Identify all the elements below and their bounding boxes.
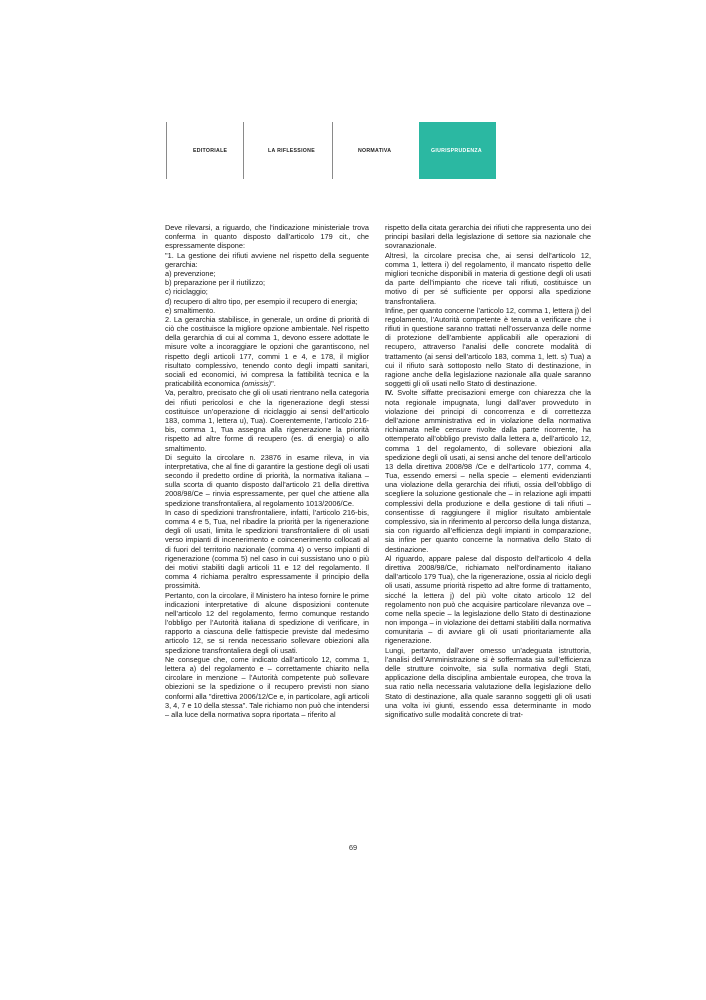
tab-editoriale[interactable]: EDITORIALE xyxy=(166,122,243,179)
paragraph: Al riguardo, appare palese dal disposto dell’articolo 4 della direttiva 2008/98/Ce, richiamato nell’ordinamento italiano dall’articolo 179 Tua), che la rigenerazione, ossia al riciclo degli oli usati, assume priorità rispetto ad altre forme di trattamento, sicché la lettera j) del più volte citato articolo 12 del regolamento non può che acquisire particolare rilevanza ove – come nella specie – la legislazione dello Stato di destinazione non imponga – in violazione dei dettami stabiliti dalla normativa comunitaria – di avviare gli oli usati prioritariamente alla rigenerazione. xyxy=(385,553,591,646)
section-iv-marker: IV. xyxy=(385,388,394,398)
omissis-text: (omissis) xyxy=(241,379,272,389)
tab-la-riflessione[interactable]: LA RIFLESSIONE xyxy=(243,122,332,179)
list-item: e) smaltimento. xyxy=(165,305,216,315)
paragraph: rispetto della citata gerarchia dei rifiuti che rappresenta uno dei principi basilari della legislazione di settore sia nazionale che sovranazionale. xyxy=(385,223,591,251)
tab-normativa[interactable]: NORMATIVA xyxy=(332,122,419,179)
paragraph: In caso di spedizioni transfrontaliere, infatti, l’articolo 216-bis, comma 4 e 5, Tua, nel ribadire la priorità per la rigenerazione degli oli usati, limita le spedizioni transfrontaliere di oli usati verso impianti di incenerimento e coincenerimento collocati al di fuori del territorio nazionale (comma 4) o verso impianti di rigenerazione (comma 5) nel caso in cui sussistano uno o più dei motivi stabiliti dagli articoli 11 e 12 del regolamento. Il comma 4 richiama peraltro espressamente il principio della prossimità. xyxy=(165,507,369,591)
paragraph: Lungi, pertanto, dall’aver omesso un’adeguata istruttoria, l’analisi dell’Amministrazione si è soffermata sia sull’efficienza delle strutture coinvolte, sia sulla normativa degli Stati, applicazione della disciplina ambientale europea, che trova la sua ratio nella necessaria valutazione della legislazione dello Stato di destinazione, alla quale saranno soggetti gli oli usati una volta ivi giunti, essendo essa determinante in modo significativo sulle modalità concrete di trat- xyxy=(385,645,591,719)
paragraph-text: 2. La gerarchia stabilisce, in generale, un ordine di priorità di ciò che costituisce la migliore opzione ambientale. Nel rispetto della gerarchia di cui al comma 1, devono essere adottate le misure volte a incoraggiare le opzioni che garantiscono, nel rispetto degli articoli 177, commi 1 e 4, e 178, il miglior risultato complessivo, tenendo conto degli impatti sanitari, sociali ed economici, ivi compresa la fattibilità tecnica e la praticabilità economica xyxy=(165,314,369,389)
right-text-column xyxy=(385,223,591,719)
paragraph: Di seguito la circolare n. 23876 in esame rileva, in via interpretativa, che al fine di garantire la gestione degli oli usati secondo il predetto ordine di priorità, la normativa italiana – sulla scorta di quanto disposto dall’articolo 21 della direttiva 2008/98/Ce – rinvia espressamente, per quel che attiene alla spedizione transfrontaliera, al regolamento 1013/2006/Ce. xyxy=(165,452,369,508)
paragraph: Deve rilevarsi, a riguardo, che l’indicazione ministeriale trova conferma in quanto disposto dall’articolo 179 cit., che espressamente dispone: xyxy=(165,223,369,251)
paragraph: Ne consegue che, come indicato dall’articolo 12, comma 1, lettera a) del regolamento e – correttamente chiarito nella circolare in menzione – l’Autorità competente può sollevare obiezioni se la spedizione o il recupero previsti non siano conformi alla "direttiva 2006/12/Ce e, in particolare, agli articoli 3, 4, 7 e 10 della stessa". Tale richiamo non può che intendersi – alla luce della normativa sopra riportata – riferito al xyxy=(165,654,369,719)
list-item: c) riciclaggio; xyxy=(165,287,208,297)
paragraph: Va, peraltro, precisato che gli oli usati rientrano nella categoria dei rifiuti pericolosi e che la rigenerazione degli stessi costituisce un’operazione di riciclaggio ai sensi dell’articolo 183, comma 1, lettera u), Tua). Coerentemente, l’articolo 216-bis, comma 1, Tua assegna alla rigenerazione la priorità rispetto ad altre forme di recupero (es. di energia) o allo smaltimento. xyxy=(165,388,369,453)
paragraph xyxy=(165,315,369,389)
list-item: a) prevenzione; xyxy=(165,268,216,278)
paragraph: Altresì, la circolare precisa che, ai sensi dell’articolo 12, comma 1, lettera i) del regolamento, il mancato rispetto delle migliori tecniche disponibili in materia di gestione degli oli usati da parte dell’impianto che riceve tali rifiuti, costituisce un motivo di per sé sufficiente per opporsi alla spedizione transfrontaliera. xyxy=(385,250,591,306)
section-iv-text: Svolte siffatte precisazioni emerge con chiarezza che la nota regionale impugnata, lungi dall’aver provveduto in violazione dei principi di concorrenza e di correttezza dell’azione amministrativa ed in violazione della normativa richiamata nelle censure rivolte dalla parte ricorrente, ha ottemperato all’obbligo previsto dalla lettera a, dell’articolo 12, comma 1 del regolamento, di sollevare obiezioni alla spedizione degli oli usati, ai sensi anche del tenore dell’articolo 13 della direttiva 2008/98 /Ce e dell’articolo 177, comma 4, Tua, essendo emersi – nella specie – elementi evidenzianti una violazione della gerarchia dei rifiuti, ossia dell’obbligo di scegliere la soluzione gestionale che – in relazione agli impatti complessivi della produzione e della gestione di tali rifiuti – consentisse di raggiungere il miglior risultato ambientale complessivo, sia in riferimento al percorso della lunga distanza, sia con riguardo all’efficienza degli impianti in comparazione, sia infine per quanto concerne la normativa dello Stato di destinazione. xyxy=(385,388,591,554)
paragraph xyxy=(385,388,591,553)
quote-paragraph: "1. La gestione dei rifiuti avviene nel rispetto della seguente gerarchia: xyxy=(165,250,369,269)
paragraph: Infine, per quanto concerne l’articolo 12, comma 1, lettera j) del regolamento, l’Autorità competente è tenuta a verificare che i rifiuti in questione saranno trattati nell’osservanza delle norme di protezione dell’ambiente applicabili alle operazioni di recupero, attraverso l’analisi delle concrete modalità di trattamento (ai sensi dell’articolo 183, comma 1, lett. s) Tua) a cui il rifiuto sarà sottoposto nello Stato di destinazione, in ragione anche della legislazione nazionale alla quale saranno soggetti gli oli usati nello Stato di destinazione. xyxy=(385,305,591,389)
page-number: 69 xyxy=(348,843,358,852)
list-item: b) preparazione per il riutilizzo; xyxy=(165,278,266,288)
closing-quote: ". xyxy=(271,379,276,389)
tab-giurisprudenza-active[interactable]: GIURISPRUDENZA xyxy=(419,122,496,179)
left-text-column xyxy=(165,223,369,719)
list-item: d) recupero di altro tipo, per esempio il recupero di energia; xyxy=(165,296,358,306)
section-navigation xyxy=(166,122,496,179)
paragraph: Pertanto, con la circolare, il Ministero ha inteso fornire le prime indicazioni interpretative di alcune disposizioni contenute nell’articolo 12 del regolamento, fermo comunque restando l’obbligo per l’Autorità italiana di spedizione di verificare, in rapporto a ciascuna delle fattispecie previste dal medesimo articolo 12, se si renda necessario sollevare obiezioni alla spedizione transfrontaliera degli oli usati. xyxy=(165,590,369,655)
